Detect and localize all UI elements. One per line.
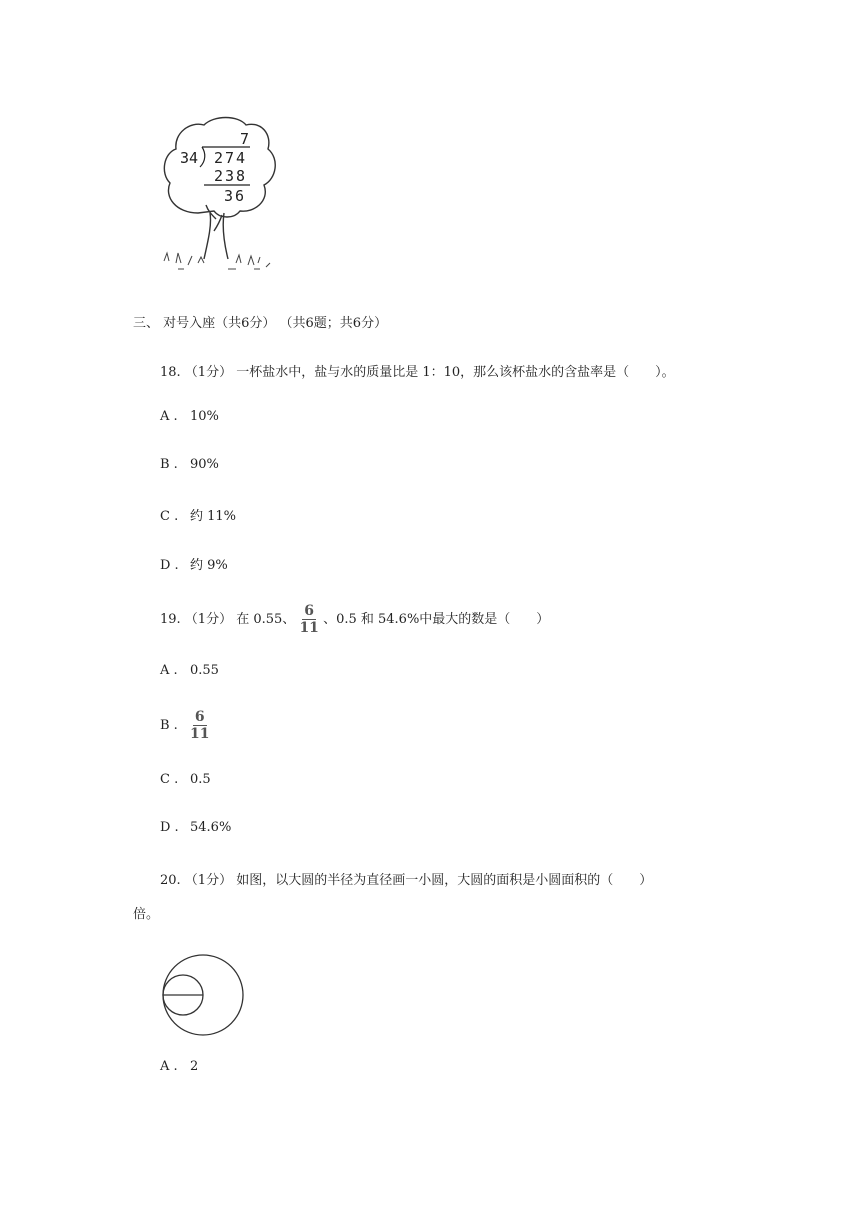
option-text: 54.6% xyxy=(190,820,232,835)
division-remainder: 36 xyxy=(224,187,247,205)
option-label: D . xyxy=(160,820,179,835)
option-text: 2 xyxy=(190,1059,199,1074)
section-heading: 三、 对号入座（共6分） （共6题；共6分） xyxy=(133,316,388,331)
option-label: B . xyxy=(160,457,178,472)
fraction-denominator: 11 xyxy=(299,620,319,636)
fraction-denominator: 11 xyxy=(190,726,210,742)
option-label: D . xyxy=(160,558,179,573)
question-20: 20. （1分） 如图，以大圆的半径为直径画一小圆，大圆的面积是小圆面积的（ ） xyxy=(160,873,653,888)
tree-division-figure xyxy=(158,113,280,279)
option-text: 10% xyxy=(190,409,219,424)
fraction-6-11 xyxy=(299,604,318,635)
fraction-numerator: 6 xyxy=(304,603,315,619)
question-18: 18. （1分） 一杯盐水中，盐与水的质量比是 1：10，那么该杯盐水的含盐率是（ ）。 xyxy=(160,365,675,380)
option-18-c[interactable] xyxy=(160,505,236,524)
option-text: 约 9% xyxy=(190,558,228,573)
division-divisor: 34 xyxy=(180,149,199,167)
option-19-a[interactable] xyxy=(160,663,219,678)
option-label: B . xyxy=(160,718,178,733)
option-label: C . xyxy=(160,509,179,524)
question-19 xyxy=(160,600,549,640)
division-dividend: 274 xyxy=(214,149,248,167)
option-19-c[interactable] xyxy=(160,772,211,787)
option-19-b[interactable] xyxy=(160,706,209,746)
grass xyxy=(164,253,270,269)
circles-figure xyxy=(160,952,246,1038)
option-18-d[interactable] xyxy=(160,554,228,573)
option-text: 0.5 xyxy=(190,772,211,787)
division-quotient: 7 xyxy=(240,130,250,148)
question-20-continued: 倍。 xyxy=(133,907,160,922)
option-label: C . xyxy=(160,772,179,787)
option-18-b[interactable] xyxy=(160,457,219,472)
option-label: A . xyxy=(160,1059,178,1074)
option-20-a[interactable] xyxy=(160,1059,198,1074)
question-19-prefix: 19. （1分） 在 0.55、 xyxy=(160,612,296,627)
option-18-a[interactable] xyxy=(160,409,219,424)
option-label: A . xyxy=(160,663,178,678)
division-product: 238 xyxy=(214,167,248,185)
option-text: 90% xyxy=(190,457,219,472)
option-text: 约 11% xyxy=(190,509,237,524)
fraction-6-11 xyxy=(190,710,209,741)
option-text: 0.55 xyxy=(190,663,219,678)
option-19-d[interactable] xyxy=(160,820,231,835)
fraction-numerator: 6 xyxy=(194,709,205,725)
option-label: A . xyxy=(160,409,178,424)
question-19-suffix: 、0.5 和 54.6%中最大的数是（ ） xyxy=(323,612,550,627)
